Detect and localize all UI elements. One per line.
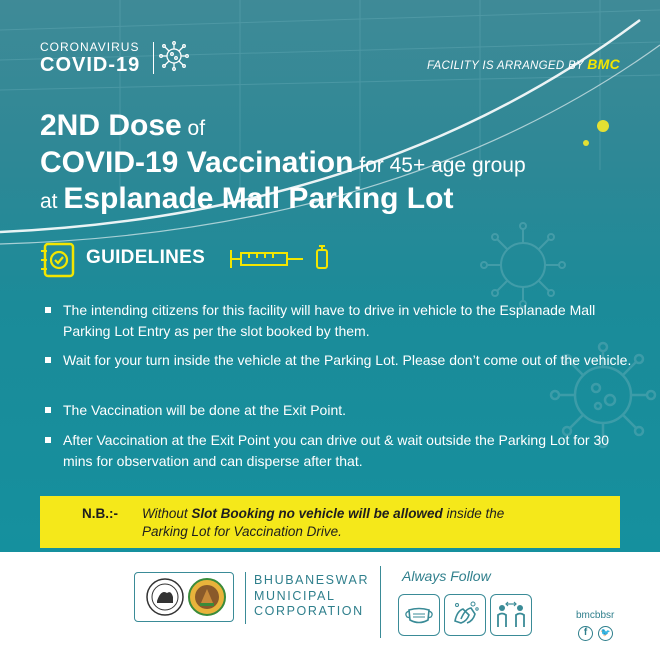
checklist-icon xyxy=(41,241,77,279)
handwash-icon xyxy=(444,594,486,636)
social-distancing-icon xyxy=(490,594,532,636)
facebook-icon[interactable]: f xyxy=(578,626,593,641)
list-item: After Vaccination at the Exit Point you can drive out & wait outside the Parking Lot for 30 mins for observation and can disperse after that. xyxy=(44,430,634,472)
covid19-text: COVID-19 xyxy=(40,54,141,76)
list-item: The Vaccination will be done at the Exit Point. xyxy=(44,400,634,430)
title-line-1: 2ND Dose of xyxy=(40,109,206,142)
syringe-icon xyxy=(229,244,333,274)
list-item: Wait for your turn inside the vehicle at the Parking Lot. Please don’t come out of the vehicle. xyxy=(44,350,634,400)
emblem-box xyxy=(134,572,234,622)
org-name-line-2: MUNICIPAL xyxy=(254,588,336,603)
virus-decoration-icon xyxy=(478,220,568,310)
guidelines-list xyxy=(44,300,634,472)
logo-divider xyxy=(153,42,154,74)
title-line-2: COVID-19 Vaccination for 45+ age group xyxy=(40,145,526,179)
coronavirus-text: CORONAVIRUS xyxy=(40,40,140,54)
org-name xyxy=(254,573,369,620)
footer-divider xyxy=(380,566,381,638)
guidelines-heading: GUIDELINES xyxy=(86,247,206,268)
twitter-icon[interactable]: 🐦 xyxy=(598,626,613,641)
facility-credit xyxy=(427,56,620,72)
list-item: The intending citizens for this facility will have to drive in vehicle to the Esplanade Mall Parking Lot Entry as per the slot booked by them. xyxy=(44,300,634,350)
mask-icon xyxy=(398,594,440,636)
footer xyxy=(0,552,660,660)
org-name-line-1: BHUBANESWAR xyxy=(254,573,370,587)
social-handle: bmcbbsr xyxy=(576,610,615,621)
virus-icon xyxy=(159,41,189,71)
title-line-3: at Esplanade Mall Parking Lot xyxy=(40,182,454,216)
facility-text: FACILITY IS ARRANGED BY xyxy=(427,60,584,72)
bmc-seal-icon xyxy=(187,577,227,617)
note-line-2: Parking Lot for Vaccination Drive. xyxy=(142,524,342,539)
note-label: N.B.:- xyxy=(82,506,118,521)
odisha-emblem-icon xyxy=(145,577,185,617)
org-divider xyxy=(245,572,246,624)
note-banner xyxy=(40,496,620,548)
page-title xyxy=(40,108,526,218)
facility-org: BMC xyxy=(587,56,620,72)
org-name-line-3: CORPORATION xyxy=(254,604,364,618)
note-line-1: Without Slot Booking no vehicle will be allowed inside the xyxy=(142,506,505,521)
always-follow-label: Always Follow xyxy=(402,568,491,584)
covid-logo xyxy=(40,40,140,77)
